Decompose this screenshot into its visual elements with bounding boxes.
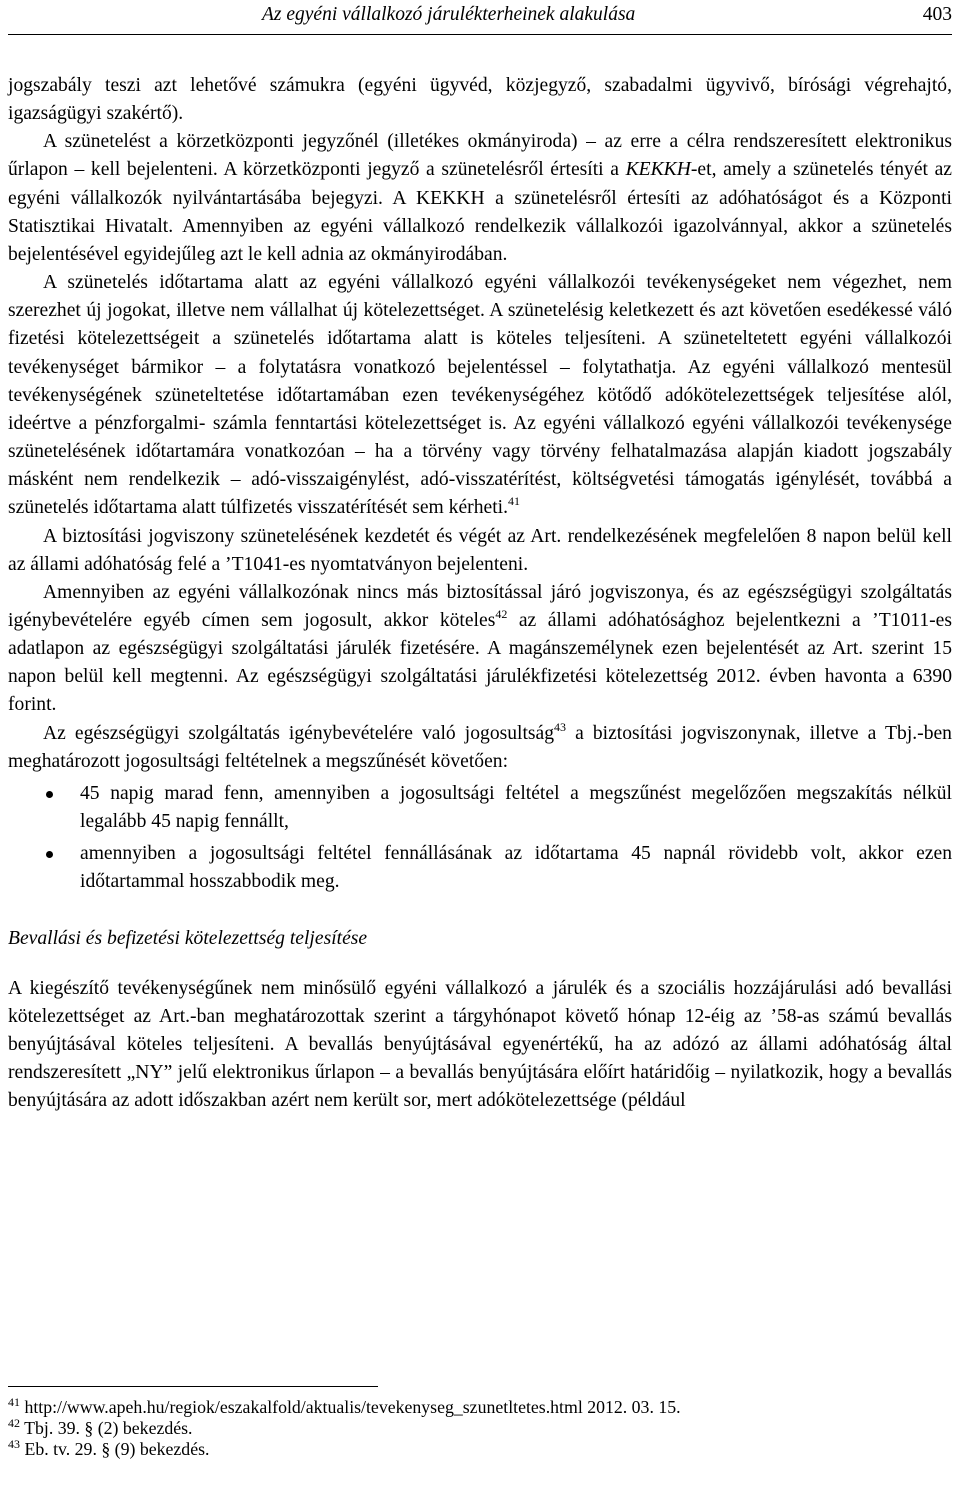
kekkh-italic: KEKKH: [625, 159, 691, 181]
running-header-title: Az egyéni vállalkozó járulékterheinek alakulása: [262, 4, 636, 25]
footnote-ref-41[interactable]: 41: [508, 494, 520, 509]
footnote-number: 41: [8, 1395, 20, 1409]
footnote-ref-43[interactable]: 43: [554, 719, 567, 734]
paragraph-1: jogszabály teszi azt lehetővé számukra (egyéni ügyvéd, közjegyző, szabadalmi ügyvivő, bírósági végrehajtó, igazságügyi szakértő).: [8, 75, 952, 125]
bullet-item: [8, 840, 952, 896]
paragraph-2: [8, 128, 952, 269]
footnote-41: [8, 1397, 952, 1418]
paragraph-5-part-a: Amennyiben az egyéni vállalkozónak nincs más biztosítással járó jogviszonya, és az egészségügyi szolgáltatás igénybevételére egyéb címen sem jogosult, akkor köteles: [8, 581, 952, 631]
footnote-number: 42: [8, 1416, 20, 1430]
bullet-text: amennyiben a jogosultsági feltétel fennállásának az időtartama 45 napnál rövidebb volt, akkor ezen időtartammal hosszabbodik meg.: [80, 843, 952, 893]
footnote-42: [8, 1418, 952, 1439]
paragraph-4: A biztosítási jogviszony szünetelésének kezdetét és végét az Art. rendelkezésének megfelelően 8 napon belül kell az állami adóhatóság felé a ’T1041-es nyomtatványon bejelenteni.: [8, 525, 952, 575]
header-rule: [8, 34, 952, 35]
footnote-text: Eb. tv. 29. § (9) bekezdés.: [24, 1439, 210, 1459]
paragraph-2-part-a: A szünetelést a körzetközponti jegyzőnél (illetékes okmányiroda) – az erre a célra rendszeresített elektronikus űrlapon – kell bejelenteni. A körzetközponti jegyző a szünetelésről értesíti a: [8, 131, 952, 181]
paragraph-6-part-a: Az egészségügyi szolgáltatás igénybevételére való jogosultság: [43, 722, 555, 744]
footnotes: [8, 1386, 952, 1460]
paragraph-7: A kiegészítő tevékenységűnek nem minősülő egyéni vállalkozó a járulék és a szociális hozzájárulási adó bevallási kötelezettséget az Art.-ban meghatározottak szerint a tárgyhónapot követő hónap 12-éig az ’58-as számú bevallás benyújtásával köteles teljesíteni. A bevallás benyújtásával egyenértékű, ha az adózó az állami adóhatóság által rendszeresített „NY” jelű elektronikus űrlapon – a bevallás benyújtására előírt határidőig – nyilatkozik, hogy a bevallás benyújtására az adott időszakban azért nem került sor, mert adókötelezettsége (például: [8, 977, 952, 1112]
paragraph-3: [8, 269, 952, 522]
body-text: [8, 72, 952, 1115]
paragraph-6-part-b: a biztosítási jogviszonynak, illetve a Tbj.-ben meghatározott jogosultsági feltételnek a megszűnését követően:: [8, 722, 952, 772]
footnote-ref-42[interactable]: 42: [495, 606, 508, 621]
bullet-dot-icon: [46, 851, 53, 858]
bullet-text: 45 napig marad fenn, amennyiben a jogosultsági feltétel a megszűnést megelőzően megszakítás nélkül legalább 45 napig fennállt,: [80, 782, 952, 833]
footnote-43: [8, 1439, 952, 1460]
footnote-number: 43: [8, 1437, 20, 1451]
bullet-list: [8, 780, 952, 897]
bullet-item: [8, 780, 952, 836]
paragraph-5-part-b: az állami adóhatósághoz bejelentkezni a ’T1011-es adatlapon az egészségügyi szolgáltatási járulék fizetésére. A magánszemélynek ezen bejelentését az Art. szerint 15 napon belül kell megtenni. Az egészségügyi szolgáltatási járulékfizetési kötelezettség 2012. évben havonta a 6390 forint.: [8, 609, 952, 716]
bullet-dot-icon: [46, 791, 53, 798]
paragraph-3-text: A szünetelés időtartama alatt az egyéni vállalkozó egyéni vállalkozói tevékenységeket nem végezhet, nem szerezhet új jogokat, illetve nem vállalhat új kötelezettséget. A szünetelésig keletkezett és azt követően esedékessé váló fizetési kötelezettségeit a szünetelés időtartama alatt is köteles teljesíteni. A szüneteltetett egyéni vállalkozói tevékenységet bármikor – a folytatásra vonatkozó bejelentéssel – folytathatja. Az egyéni vállalkozó mentesül tevékenységének szüneteltetése időtartamában ezen tevékenységéhez kötődő adókötelezettségek teljesítése alól, ideértve a pénzforgalmi- számla fenntartási kötelezettséget is. Az egyéni vállalkozó egyéni vállalkozói tevékenysége szünetelésének időtartamára vonatkozóan – ha a törvény vagy törvény felhatalmazása alapján kiadott jogszabály másként nem rendelkezik – adó-visszaigénylést, adó-visszatérítést, költségvetési támogatás igénylését, továbbá a szünetelés időtartama alatt túlfizetés visszatérítését sem kérheti.: [8, 272, 952, 519]
page-header: [0, 0, 960, 38]
paragraph-6: [8, 720, 952, 776]
page-number: 403: [922, 4, 952, 25]
paragraph-5: [8, 579, 952, 720]
footnote-rule: [8, 1386, 378, 1387]
paragraph-2-part-b: -et, amely a szünetelés tényét az egyéni vállalkozók nyilvántartásába bejegyzi. A KEKKH a szünetelésről értesíti az adóhatóságot és a Központi Statisztikai Hivatalt. Amennyiben az egyéni vállalkozó rendelkezik vállalkozói igazolvánnyal, akkor a szünetelés bejelentésével egyidejűleg azt le kell adnia az okmányirodában.: [8, 159, 952, 265]
section-heading: Bevallási és befizetési kötelezettség teljesítése: [8, 927, 368, 949]
footnote-text: Tbj. 39. § (2) bekezdés.: [24, 1418, 193, 1438]
footnote-link[interactable]: http://www.apeh.hu/regiok/eszakalfold/aktualis/tevekenyseg_szunetltetes.html 2012. 03. 15.: [24, 1397, 681, 1417]
